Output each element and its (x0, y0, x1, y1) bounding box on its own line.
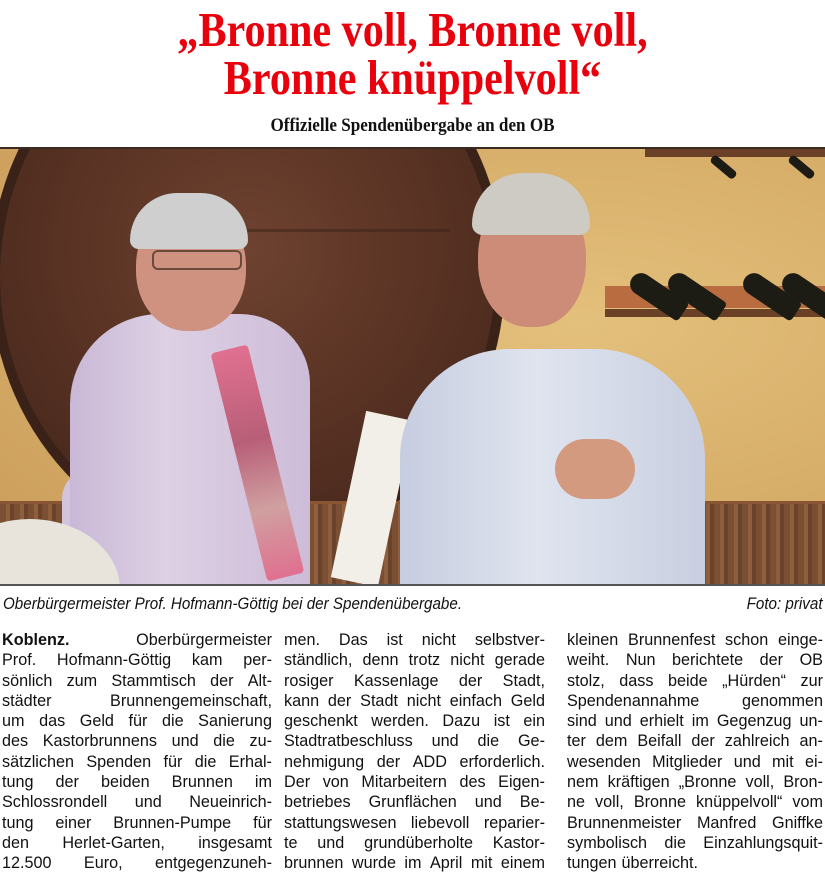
word: trotz (408, 651, 441, 670)
word: im (691, 712, 709, 731)
word: ständlich, (284, 651, 353, 670)
word: rosiger (284, 671, 334, 690)
word: selbstver- (474, 631, 545, 649)
word: mit (772, 752, 794, 771)
word: grundüberholte (364, 833, 473, 852)
word: kräftigen (607, 773, 670, 792)
word: Dazu (442, 712, 481, 731)
word: der (210, 671, 234, 690)
word: nicht (406, 691, 441, 710)
word: kam (191, 651, 223, 670)
article-line (284, 650, 545, 670)
article-line (567, 813, 823, 833)
word: ADD (412, 752, 447, 771)
word: Manfred (696, 813, 757, 832)
word: Brunnenmeister (567, 813, 682, 832)
word: an- (799, 732, 823, 751)
word: Herlet-Garten, (62, 833, 165, 852)
article-line (567, 671, 823, 691)
word: brunnen (284, 854, 344, 873)
word: Sanierung (198, 712, 272, 731)
word: für (163, 752, 183, 771)
word: werden. (371, 712, 429, 731)
article-line (284, 691, 545, 711)
word: städter (2, 691, 52, 710)
right-person-hands (555, 439, 635, 499)
word: im (254, 773, 272, 792)
article-line (567, 630, 823, 650)
word: tung (2, 773, 34, 792)
word: einge- (777, 631, 823, 649)
word: beiden (100, 773, 150, 792)
article-line (567, 731, 823, 751)
article-line (567, 691, 823, 711)
article-line (2, 671, 272, 691)
word: Spendenannahme (567, 691, 700, 710)
headline-line-2: Bronne knüppelvoll“ (223, 50, 602, 105)
article-line (567, 650, 823, 670)
headline-line-1: „Bronne voll, Bronne voll, (177, 2, 648, 57)
word: Gniffke (771, 813, 823, 832)
word: der (759, 651, 784, 670)
article-line (2, 833, 272, 853)
article-line (284, 792, 545, 812)
word: Stadtratbeschluss (284, 732, 413, 751)
word: für (253, 813, 272, 832)
article-line (2, 792, 272, 812)
word: Euro, (83, 854, 123, 873)
word: Kassenlage (353, 671, 439, 690)
word: Grunflächen (368, 793, 457, 812)
word: Einzahlungsquit- (703, 833, 823, 852)
word: betriebes (284, 793, 351, 812)
word: Mitglieder (652, 752, 723, 771)
word: denn (362, 651, 399, 670)
article-line (284, 752, 545, 772)
word: der (458, 671, 483, 690)
word: dem (595, 732, 628, 751)
article-line (284, 671, 545, 691)
word: Stadt, (502, 671, 545, 690)
wine-rack-top (645, 149, 825, 157)
article-line (567, 772, 823, 792)
article-line (284, 731, 545, 751)
word: und (134, 793, 162, 812)
word: tung (2, 813, 34, 832)
article-line (567, 853, 823, 873)
word: nem (567, 773, 599, 792)
word: die (477, 732, 500, 751)
word: nicht (421, 631, 456, 649)
word: Kastor- (492, 833, 545, 852)
word: weiht. (567, 651, 610, 670)
word: ei- (804, 752, 823, 771)
word: der (691, 732, 715, 751)
article-photo (0, 147, 825, 586)
word: Neueinrich- (189, 793, 272, 812)
word: entgegenzuneh- (154, 854, 272, 873)
word: die (213, 732, 235, 751)
article-line (284, 711, 545, 731)
article-line (2, 630, 272, 650)
word: Be- (519, 793, 545, 812)
word: und (604, 712, 632, 731)
word: berichtete (672, 651, 744, 670)
word: Ge- (517, 732, 545, 751)
article-line (2, 853, 272, 873)
subheadline: Offizielle Spendenübergabe an den OB (270, 115, 555, 136)
article-line (567, 752, 823, 772)
right-person-shirt (400, 349, 705, 586)
word: Bron- (783, 773, 823, 792)
word: den (2, 833, 30, 852)
word: ter (567, 732, 586, 751)
word: und (474, 793, 502, 812)
word: Nun (625, 651, 656, 670)
word: knüppelvoll“ (696, 793, 783, 812)
word: Gegenzug (716, 712, 792, 731)
word: gerade (494, 651, 545, 670)
word: das (39, 712, 66, 731)
word: die (161, 712, 184, 731)
word: Stadt (360, 691, 398, 710)
article-column-2 (284, 630, 545, 874)
word: symbolisch (567, 833, 648, 852)
word: um (2, 712, 25, 731)
word: erforderlich. (459, 752, 545, 771)
word: April (429, 854, 463, 873)
word: ein (523, 712, 545, 731)
headline (58, 2, 768, 105)
word: der (327, 691, 352, 710)
word: stattungswesen (284, 813, 397, 832)
word: zu- (249, 732, 272, 751)
word: und (317, 833, 345, 852)
word: „Hürden“ (722, 671, 786, 690)
article-line (567, 833, 823, 853)
article-column-1 (2, 630, 272, 874)
word: und (431, 732, 459, 751)
word: Eigen- (498, 773, 545, 792)
word: überreicht. (621, 854, 698, 873)
glasses-icon (152, 250, 242, 270)
word: zum (66, 671, 98, 690)
word: voll, (595, 793, 624, 812)
word: Geld (510, 691, 545, 710)
word: von (322, 773, 349, 792)
word: Bronne (633, 793, 687, 812)
word: Brunnengemeinschaft, (110, 691, 272, 710)
word: genommen (742, 691, 823, 710)
word: Geld (79, 712, 114, 731)
word: tungen (567, 854, 617, 873)
word: erhielt (639, 712, 684, 731)
word: und (171, 732, 199, 751)
word: sind (567, 712, 597, 731)
word: te (284, 833, 298, 852)
word: Alt- (247, 671, 272, 690)
article-line (2, 813, 272, 833)
word: einer (55, 813, 92, 832)
word: zahlreich (724, 732, 790, 751)
article-line-text: Oberbürgermeister (136, 631, 272, 649)
word: 12.500 (2, 854, 52, 873)
word: Schlossrondell (2, 793, 108, 812)
word: die (664, 833, 686, 852)
word: Spenden (86, 752, 152, 771)
word: des (459, 773, 486, 792)
article-line (284, 833, 545, 853)
word: der (55, 773, 79, 792)
article-line (2, 752, 272, 772)
word: Mitarbeitern (361, 773, 447, 792)
word: Das (338, 631, 368, 649)
word: wesenden (567, 752, 641, 771)
article-line (284, 813, 545, 833)
word: dass (619, 671, 654, 690)
word: Kastorbrunnens (42, 732, 158, 751)
word: ist (493, 712, 510, 731)
photo-credit: Foto: privat (747, 595, 823, 613)
word: die (194, 752, 217, 771)
word: für (128, 712, 148, 731)
word: zur (800, 671, 823, 690)
word: voll, (745, 773, 775, 792)
word: geschenkt (284, 712, 358, 731)
word: schon (725, 631, 769, 649)
word: Brunnenfest (628, 631, 716, 649)
photo-caption: Oberbürgermeister Prof. Hofmann-Göttig bei der Spendenübergabe. (3, 595, 463, 613)
word: und (733, 752, 761, 771)
word: un- (799, 712, 823, 731)
article-line (567, 792, 823, 812)
word: Brunnen (171, 773, 233, 792)
word: einem (500, 854, 545, 873)
word: vom (792, 793, 823, 812)
dateline: Koblenz. (2, 631, 70, 649)
word: insgesamt (198, 833, 272, 852)
word: mit (470, 854, 493, 873)
word: stolz, (567, 671, 605, 690)
article-line (284, 630, 545, 650)
word: Der (284, 773, 311, 792)
article-line (284, 772, 545, 792)
article-line (284, 853, 545, 873)
article-line (2, 731, 272, 751)
word: reparier- (483, 813, 545, 832)
word: kleinen (567, 631, 619, 649)
word: wurde (351, 854, 396, 873)
word: „Bronne (678, 773, 737, 792)
word: Erhal- (228, 752, 272, 771)
word: nicht (450, 651, 485, 670)
word: nehmigung (284, 752, 365, 771)
word: beide (668, 671, 708, 690)
word: per- (243, 651, 272, 670)
word: im (404, 854, 422, 873)
article-line (567, 711, 823, 731)
word: ne (567, 793, 586, 812)
word: einfach (449, 691, 502, 710)
word: Prof. (2, 651, 37, 670)
word: Stammtisch (111, 671, 196, 690)
word: liebevoll (410, 813, 470, 832)
article-line (2, 711, 272, 731)
word: ist (386, 631, 403, 649)
word: Brunnen-Pumpe (113, 813, 232, 832)
word: sätzlichen (2, 752, 74, 771)
word: Beifall (637, 732, 682, 751)
word: sönlich (2, 671, 53, 690)
article-column-3 (567, 630, 823, 874)
word: OB (799, 651, 823, 670)
article-line (2, 650, 272, 670)
article-line (2, 772, 272, 792)
word: kann (284, 691, 320, 710)
word: men. (284, 631, 320, 649)
word: des (2, 732, 29, 751)
word: Hofmann-Göttig (56, 651, 172, 670)
article-line (2, 691, 272, 711)
word: der (376, 752, 401, 771)
